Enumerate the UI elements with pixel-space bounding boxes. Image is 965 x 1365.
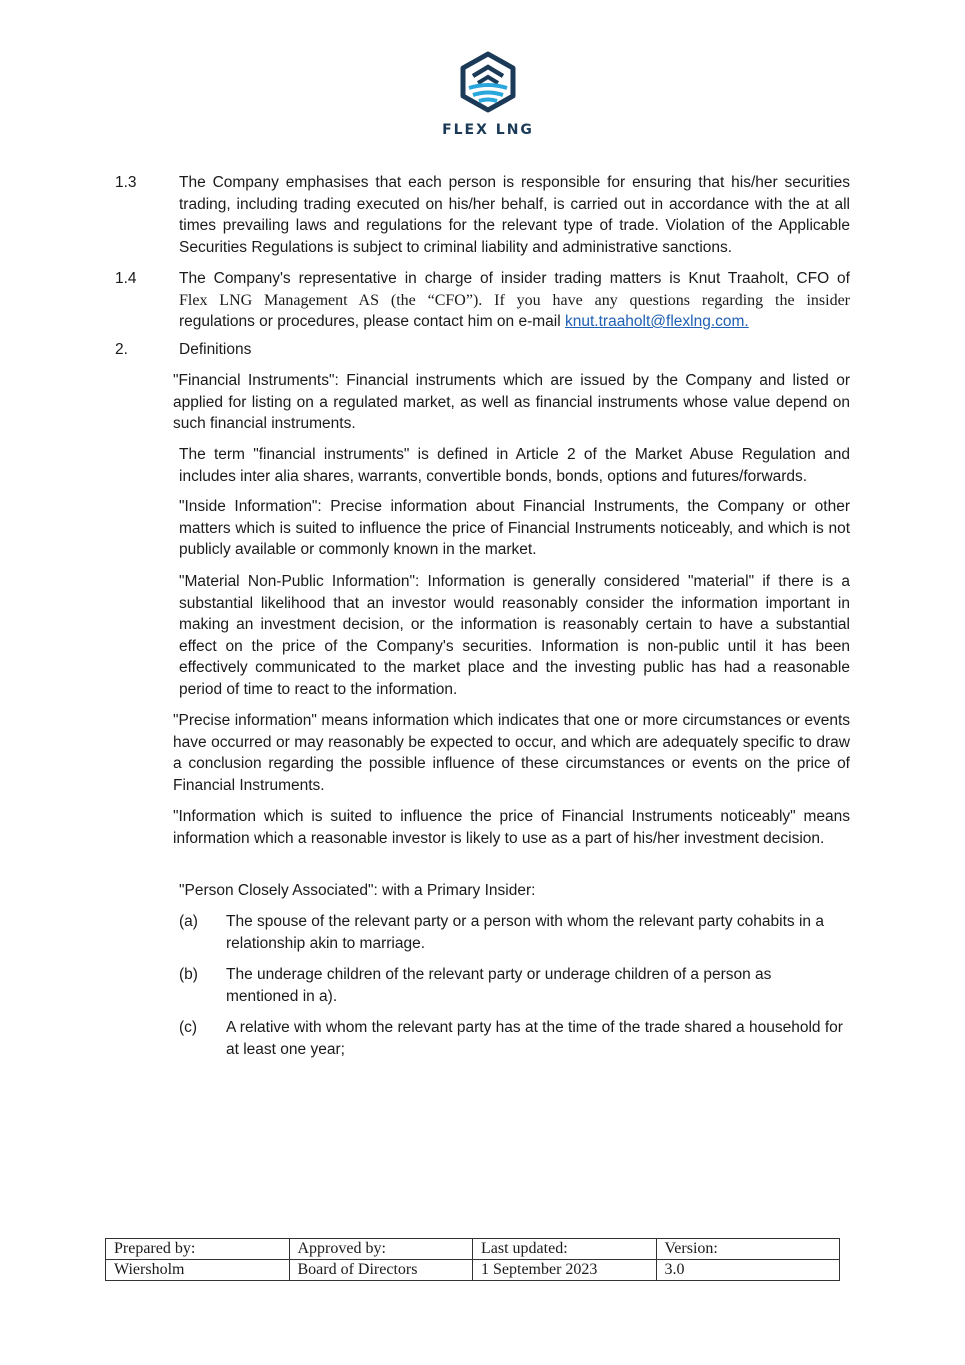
footer-value-row — [106, 1260, 840, 1281]
list-item-a: The spouse of the relevant party or a person with whom the relevant party cohabits in a relationship akin to marriage. — [226, 913, 824, 952]
company-logo — [438, 50, 538, 138]
section-number-1-4: 1.4 — [115, 270, 137, 287]
list-item-label-b: (b) — [179, 966, 198, 983]
list-item-label-c: (c) — [179, 1019, 198, 1036]
definition-material-non-public-information: "Material Non-Public Information": Information is generally considered "material" if there is a substantial likelihood that an investor would reasonably consider the information important in making an investment decision, or the information is reasonably certain to have a substantial effect on the price of the Company's securities. Information is non-public until it has been effectively communicated to the market place and the investing public has had a reasonable period of time to react to the information. — [179, 573, 850, 698]
section-1-4-line-1: The Company's representative in charge of insider trading matters is Knut Traaholt, CFO of — [179, 270, 850, 287]
footer-header-row — [106, 1239, 840, 1260]
section-1-4-line-2: Flex LNG Management AS (the “CFO”). If you have any questions regarding the insider — [179, 291, 850, 309]
footer-approved-by-value: Board of Directors — [289, 1260, 473, 1281]
list-item-b: The underage children of the relevant party or underage children of a person as mentioned in a). — [226, 966, 772, 1005]
logo-wordmark: FLEX LNG — [442, 122, 534, 138]
footer-last-updated-label: Last updated: — [473, 1239, 657, 1260]
definition-term-note: The term "financial instruments" is defined in Article 2 of the Market Abuse Regulation and includes inter alia shares, warrants, convertible bonds, bonds, options and futures/forwards. — [179, 446, 850, 485]
section-1-3-text: The Company emphasises that each person is responsible for ensuring that his/her securities trading, including trading executed on his/her behalf, is carried out in accordance with the at all times prevailing laws and regulations for the relevant type of trade. Violation of the Applicable Securities Regulations is subject to criminal liability and administrative sanctions. — [179, 174, 850, 256]
section-1-4-line-3: regulations or procedures, please contact him on e-mail — [179, 313, 561, 330]
section-number-2: 2. — [115, 341, 128, 358]
footer-prepared-by-label: Prepared by: — [106, 1239, 290, 1260]
footer-version-value: 3.0 — [656, 1260, 840, 1281]
footer-version-label: Version: — [656, 1239, 840, 1260]
section-1-4-text — [179, 268, 850, 333]
flex-lng-logo-icon — [458, 50, 518, 120]
definitions-heading: Definitions — [179, 341, 252, 358]
list-item-label-a: (a) — [179, 913, 198, 930]
definition-financial-instruments: "Financial Instruments": Financial instruments which are issued by the Company and listed or applied for listing on a regulated market, as well as financial instruments whose value depend on such financial instruments. — [173, 372, 850, 432]
footer-prepared-by-value: Wiersholm — [106, 1260, 290, 1281]
footer-last-updated-value: 1 September 2023 — [473, 1260, 657, 1281]
section-number-1-3: 1.3 — [115, 174, 137, 191]
list-item-c: A relative with whom the relevant party has at the time of the trade shared a household for at least one year; — [226, 1019, 843, 1058]
footer-approved-by-label: Approved by: — [289, 1239, 473, 1260]
definition-suited-to-influence: "Information which is suited to influence the price of Financial Instruments noticeably" means information which a reasonable investor is likely to use as a part of his/her investment decision. — [173, 808, 850, 847]
definition-person-closely-associated: "Person Closely Associated": with a Primary Insider: — [179, 882, 536, 899]
document-footer-table — [105, 1238, 840, 1281]
cfo-email-link[interactable]: knut.traaholt@flexlng.com. — [565, 313, 749, 330]
definition-inside-information: "Inside Information": Precise information about Financial Instruments, the Company or other matters which is suited to influence the price of Financial Instruments noticeably, and which is not publicly available or commonly known in the market. — [179, 498, 850, 558]
definition-precise-information: "Precise information" means information which indicates that one or more circumstances or events have occurred or may reasonably be expected to occur, and which are adequately specific to draw a conclusion regarding the possible influence of these circumstances or events on the price of Financial Instruments. — [173, 712, 850, 794]
